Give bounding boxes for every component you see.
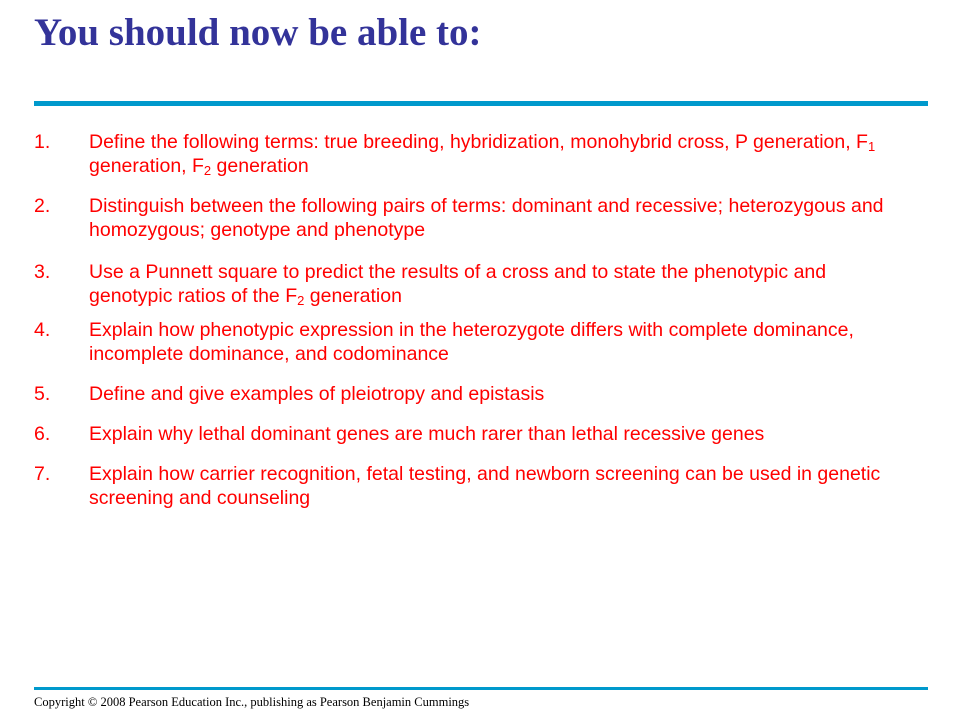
objective-item [34, 462, 910, 510]
objective-number: 4. [34, 319, 51, 341]
footer-divider [34, 687, 928, 690]
objective-number: 7. [34, 463, 51, 485]
objective-text: Explain how phenotypic expression in the heterozygote differs with complete dominance, incomplete dominance, and codominance [89, 319, 854, 365]
objective-item [34, 382, 910, 406]
objectives-list [34, 130, 910, 526]
objective-text-part: Define the following terms: true breeding, hybridization, monohybrid cross, P generation, F [89, 131, 868, 153]
objective-text-part: generation [304, 285, 402, 307]
objective-item [34, 318, 910, 366]
objective-number: 6. [34, 423, 51, 445]
objective-text: Distinguish between the following pairs of terms: dominant and recessive; heterozygous and homozygous; genotype and phenotype [89, 195, 884, 241]
objective-text [89, 260, 910, 308]
objective-text [89, 130, 910, 178]
objective-item [34, 422, 910, 446]
objective-item [34, 194, 910, 242]
subscript: 2 [297, 293, 305, 308]
subscript: 1 [867, 139, 876, 154]
objective-number: 5. [34, 383, 51, 405]
slide-title: You should now be able to: [34, 11, 482, 54]
objective-item [34, 130, 910, 178]
copyright-notice: Copyright © 2008 Pearson Education Inc., publishing as Pearson Benjamin Cummings [34, 695, 470, 709]
objective-item [34, 260, 910, 308]
title-divider [34, 101, 928, 106]
objective-number: 2. [34, 195, 51, 217]
objective-text-part: generation, F [89, 155, 204, 177]
objective-number: 3. [34, 261, 51, 283]
objective-text: Define and give examples of pleiotropy and epistasis [89, 383, 545, 405]
objective-text: Explain how carrier recognition, fetal testing, and newborn screening can be used in genetic screening and counseling [89, 463, 881, 509]
subscript: 2 [203, 163, 212, 178]
objective-text: Explain why lethal dominant genes are much rarer than lethal recessive genes [89, 423, 765, 445]
objective-number: 1. [34, 131, 51, 153]
objective-text-part: Use a Punnett square to predict the results of a cross and to state the phenotypic and genotypic ratios of the F [89, 261, 827, 307]
objective-text-part: generation [211, 155, 309, 177]
